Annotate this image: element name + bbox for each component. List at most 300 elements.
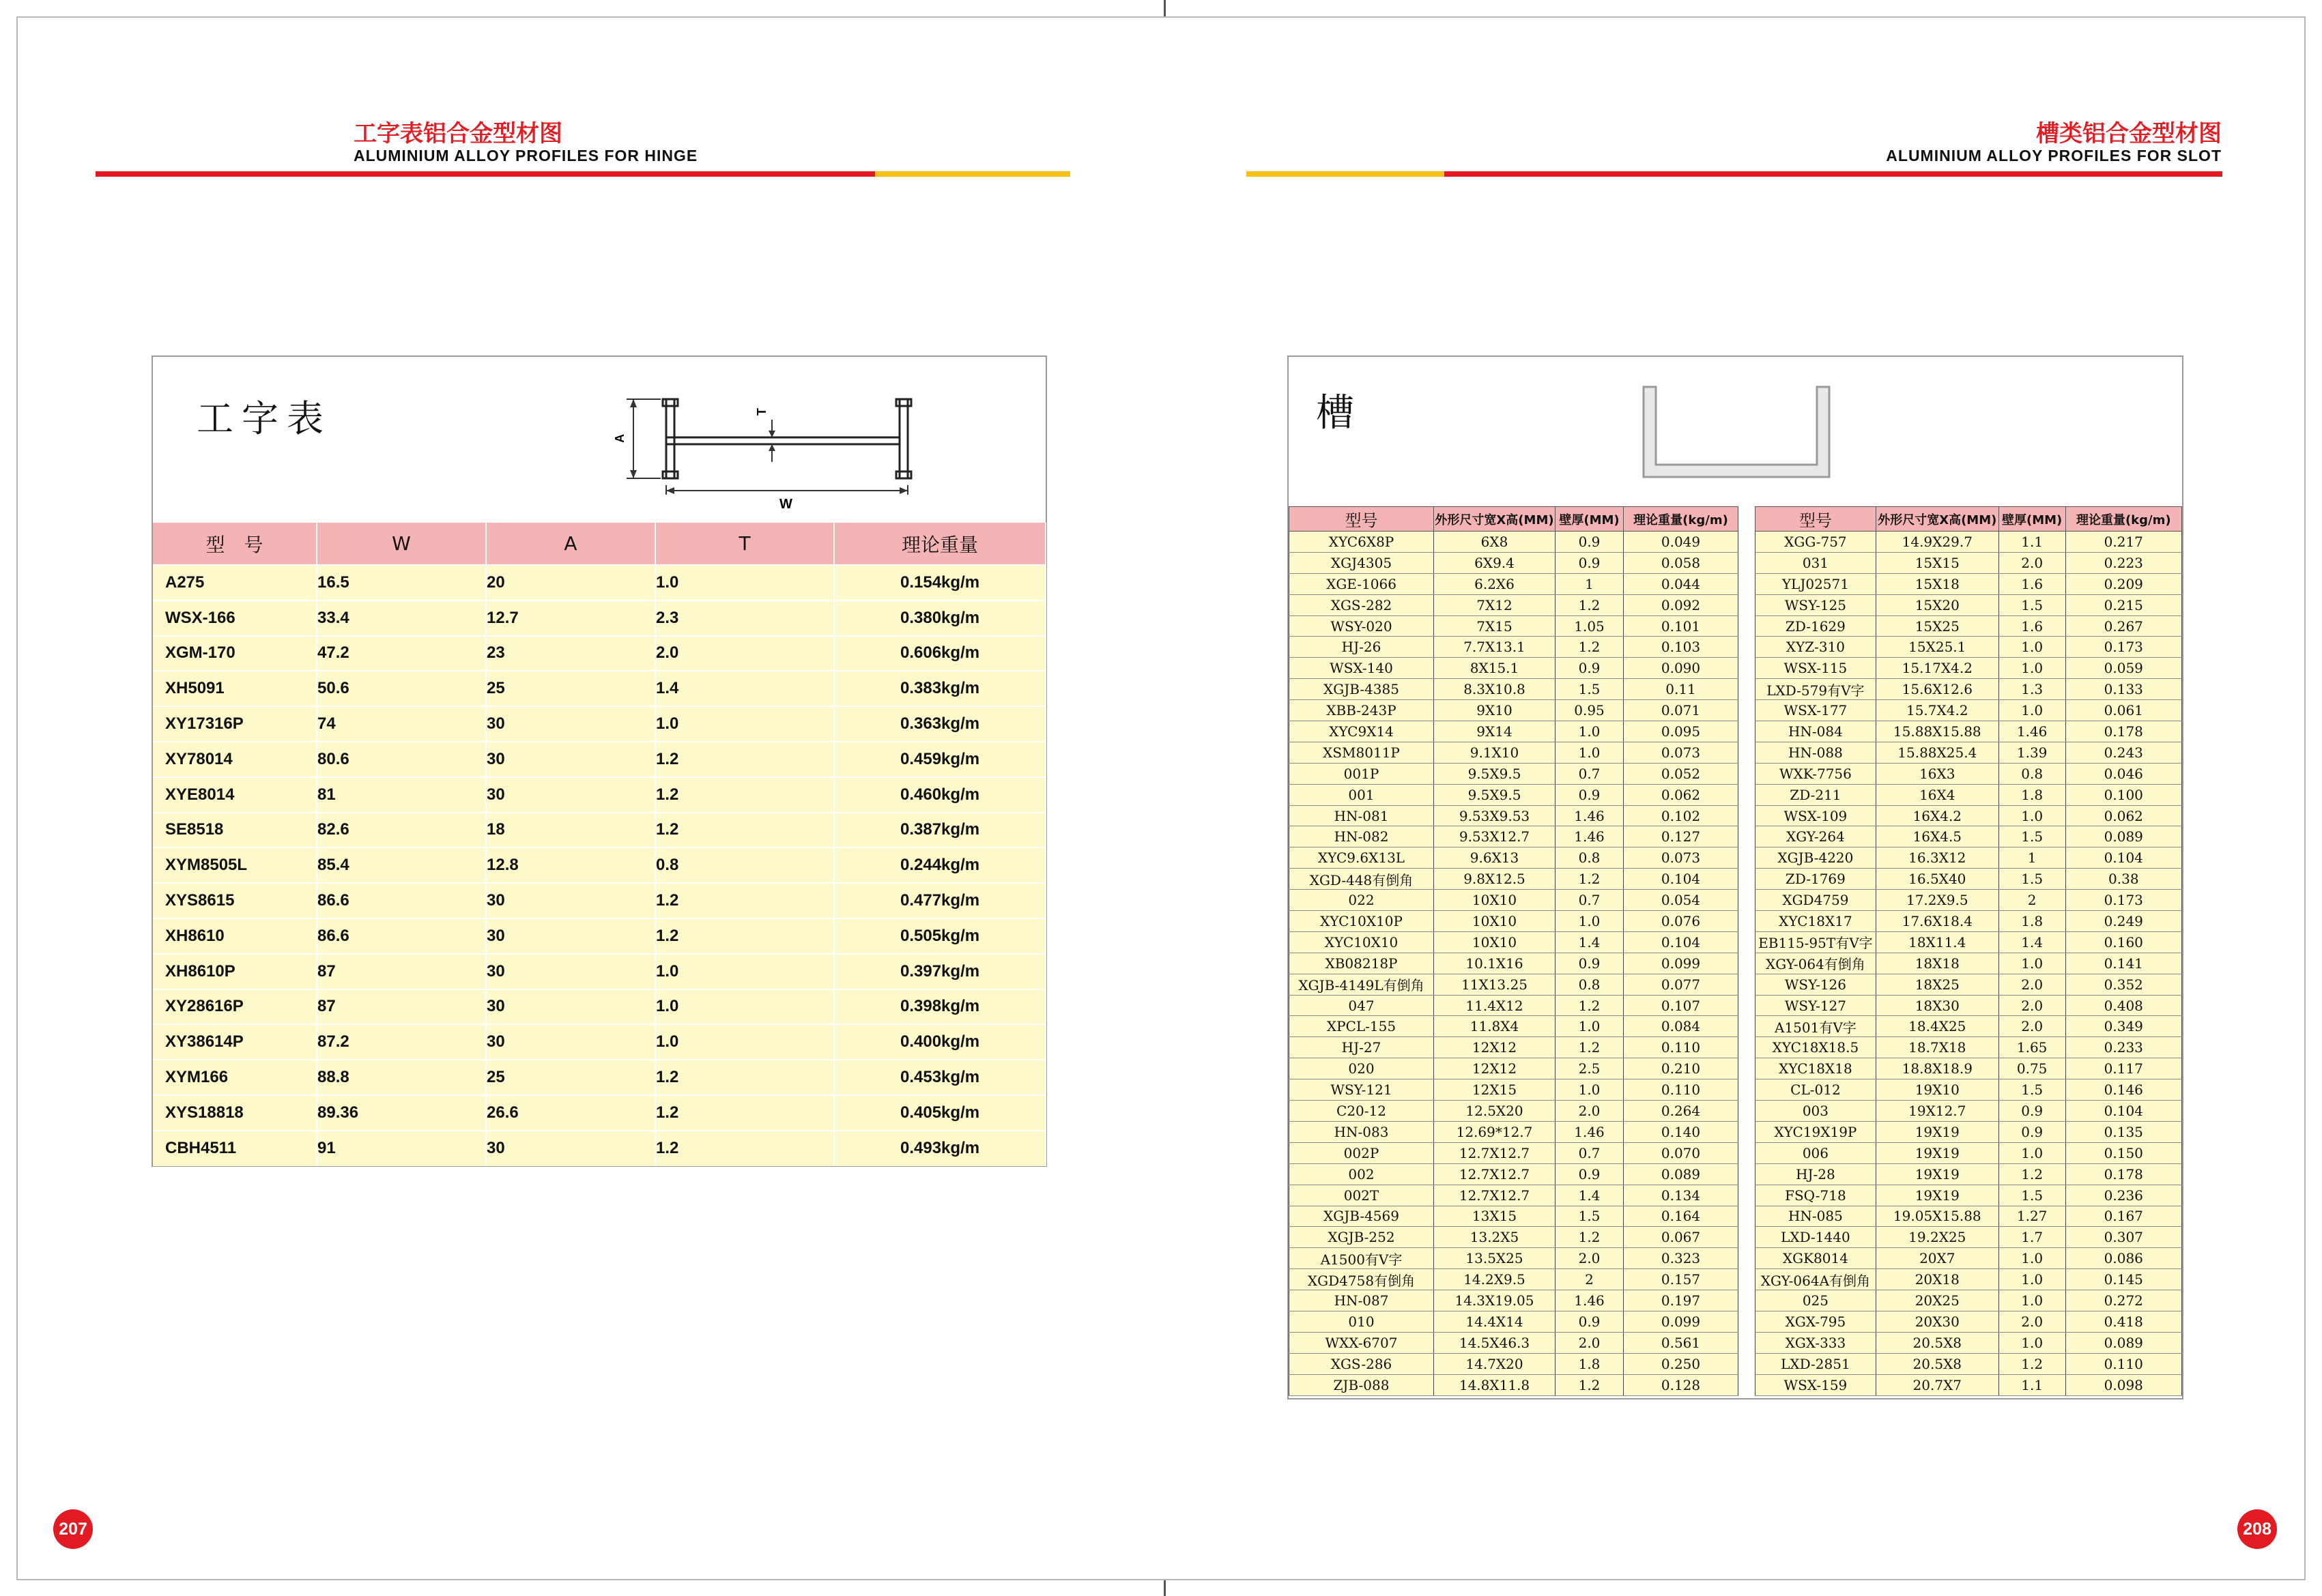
table-cell: 47.2 [317,636,486,671]
table-cell: ZD-1769 [1755,869,1876,890]
table-cell: CBH4511 [153,1131,317,1166]
col-header-model: 型 号 [153,523,317,565]
table-cell: 0.141 [2065,953,2181,974]
table-cell: 0.7 [1556,763,1624,784]
table-cell: XYM166 [153,1060,317,1095]
table-cell: 30 [486,777,655,813]
table-cell: 1.2 [655,742,834,777]
table-cell: 14.5X46.3 [1434,1332,1556,1353]
right-header-rule-yellow [1246,171,1444,177]
table-cell: 1.2 [1998,1163,2065,1185]
table-cell: 0.7 [1556,1142,1624,1163]
table-row [1755,594,2182,615]
table-cell: 0.307 [2065,1227,2181,1248]
table-row [1289,637,1738,658]
table-cell: 9.5X9.5 [1434,784,1556,805]
table-cell: 0.398kg/m [834,989,1046,1025]
table-cell: LXD-2851 [1755,1353,1876,1374]
table-cell: 0.7 [1556,890,1624,911]
table-cell: 1.2 [655,813,834,848]
table-cell: 002 [1289,1163,1434,1185]
table-row [1755,784,2182,805]
table-cell: 2 [1998,890,2065,911]
table-row [1289,1163,1738,1185]
table-row [1289,1269,1738,1290]
table-row [1755,1332,2182,1353]
table-cell: XGJB-4569 [1289,1206,1434,1227]
table-cell: 0.052 [1624,763,1738,784]
table-cell: 30 [486,1131,655,1166]
table-cell: 1.46 [1556,1290,1624,1311]
table-row [1289,1248,1738,1269]
table-row [1755,1121,2182,1142]
table-cell: 1.39 [1998,742,2065,763]
table-row [1289,1332,1738,1353]
table-cell: 86.6 [317,883,486,918]
table-cell: 0.233 [2065,1037,2181,1058]
table-row [153,989,1046,1025]
table-cell: 1.0 [1556,1079,1624,1101]
table-cell: 1.2 [1556,995,1624,1016]
table-cell: 17.2X9.5 [1876,890,1998,911]
table-cell: 1.8 [1998,784,2065,805]
table-cell: 30 [486,883,655,918]
table-cell: 0.272 [2065,1290,2181,1311]
table-cell: 0.049 [1624,532,1738,553]
table-cell: 0.9 [1556,552,1624,573]
table-cell: 1.0 [1556,742,1624,763]
table-cell: 14.7X20 [1434,1353,1556,1374]
table-cell: 17.6X18.4 [1876,911,1998,932]
table-cell: 0.349 [2065,1016,2181,1037]
table-cell: 1.46 [1556,826,1624,847]
table-cell: 0.453kg/m [834,1060,1046,1095]
table-cell: 010 [1289,1311,1434,1332]
table-cell: 80.6 [317,742,486,777]
table-cell: 6.2X6 [1434,573,1556,594]
table-cell: XGY-064有倒角 [1755,953,1876,974]
table-cell: 0.9 [1556,1311,1624,1332]
table-cell: 1.2 [655,1060,834,1095]
table-cell: 0.323 [1624,1248,1738,1269]
table-cell: 15.6X12.6 [1876,679,1998,700]
table-cell: 1.0 [1998,637,2065,658]
table-row [1289,552,1738,573]
table-cell: 19X19 [1876,1185,1998,1206]
table-cell: XGM-170 [153,636,317,671]
left-header-en: ALUMINIUM ALLOY PROFILES FOR HINGE [354,147,698,164]
table-cell: 0.102 [1624,805,1738,826]
table-cell: HJ-28 [1755,1163,1876,1185]
table-cell: XGJB-4385 [1289,679,1434,700]
table-cell: 0.062 [1624,784,1738,805]
table-cell: ZD-211 [1755,784,1876,805]
table-cell: 0.104 [1624,869,1738,890]
table-cell: 0.408 [2065,995,2181,1016]
table-cell: 26.6 [486,1095,655,1131]
table-cell: XYZ-310 [1755,637,1876,658]
table-cell: 18 [486,813,655,848]
table-cell: 0.092 [1624,594,1738,615]
table-cell: 19X19 [1876,1142,1998,1163]
table-cell: 19.2X25 [1876,1227,1998,1248]
table-cell: 022 [1289,890,1434,911]
table-cell: 20X25 [1876,1290,1998,1311]
table-row [1755,869,2182,890]
table-cell: XGY-064A有倒角 [1755,1269,1876,1290]
table-cell: 82.6 [317,813,486,848]
table-cell: 001P [1289,763,1434,784]
table-cell: XGD4758有倒角 [1289,1269,1434,1290]
table-cell: 2.0 [1556,1248,1624,1269]
table-row [1755,679,2182,700]
spine-mark-top [1164,0,1166,16]
table-cell: 19X19 [1876,1121,1998,1142]
table-cell: HN-084 [1755,721,1876,742]
table-cell: 0.243 [2065,742,2181,763]
table-cell: WSX-159 [1755,1374,1876,1395]
table-cell: 1.5 [1998,1079,2065,1101]
table-cell: 1.0 [1998,953,2065,974]
table-cell: 1.0 [1998,1290,2065,1311]
table-row [153,565,1046,600]
table-row [1289,1121,1738,1142]
table-cell: 1.2 [1556,1037,1624,1058]
table-cell: 0.062 [2065,805,2181,826]
table-cell: XYS18818 [153,1095,317,1131]
table-cell: 0.157 [1624,1269,1738,1290]
table-cell: 0.249 [2065,911,2181,932]
table-cell: LXD-1440 [1755,1227,1876,1248]
table-cell: XGS-286 [1289,1353,1434,1374]
table-cell: 0.100 [2065,784,2181,805]
table-cell: XSM8011P [1289,742,1434,763]
table-cell: 0.75 [1998,1058,2065,1079]
table-cell: 8X15.1 [1434,658,1556,679]
table-row [153,1095,1046,1131]
table-cell: 0.090 [1624,658,1738,679]
table-cell: 0.9 [1998,1101,2065,1122]
table-cell: 20.7X7 [1876,1374,1998,1395]
table-cell: XYS8615 [153,883,317,918]
table-cell: XH5091 [153,671,317,706]
table-cell: 0.134 [1624,1185,1738,1206]
table-cell: 1.0 [1998,1248,2065,1269]
table-row [1289,1374,1738,1395]
table-row [1289,700,1738,721]
table-cell: 1.2 [1556,869,1624,890]
table-row [1289,1079,1738,1101]
table-row [1755,911,2182,932]
table-cell: 0.210 [1624,1058,1738,1079]
table-cell: 9.1X10 [1434,742,1556,763]
table-cell: 18X18 [1876,953,1998,974]
table-cell: 0.099 [1624,953,1738,974]
table-cell: 0.089 [2065,826,2181,847]
table-cell: 0.477kg/m [834,883,1046,918]
table-row [153,883,1046,918]
table-cell: 0.089 [2065,1332,2181,1353]
table-row [1289,805,1738,826]
slot-profile-panel [1287,356,2183,1399]
table-row [153,1024,1046,1060]
table-cell: 12.69*12.7 [1434,1121,1556,1142]
col-header-weight: 理论重量(kg/m) [2065,507,2181,532]
table-row [1755,721,2182,742]
col-header-a: A [486,523,655,565]
table-cell: 18X30 [1876,995,1998,1016]
table-cell: 12.5X20 [1434,1101,1556,1122]
table-cell: 6X8 [1434,532,1556,553]
table-cell: 0.8 [1556,847,1624,869]
table-row [1755,995,2182,1016]
table-cell: 9X10 [1434,700,1556,721]
table-cell: 7.7X13.1 [1434,637,1556,658]
table-cell: 20X7 [1876,1248,1998,1269]
table-cell: 0.061 [2065,700,2181,721]
table-cell: 006 [1755,1142,1876,1163]
table-row [153,847,1046,883]
table-cell: 16X4 [1876,784,1998,805]
table-cell: 88.8 [317,1060,486,1095]
table-cell: SE8518 [153,813,317,848]
table-cell: 1.46 [1556,1121,1624,1142]
table-cell: 2.0 [1998,1016,2065,1037]
table-cell: 1.0 [1998,1332,2065,1353]
table-cell: 2.0 [1998,974,2065,995]
table-cell: 14.2X9.5 [1434,1269,1556,1290]
table-cell: XYC18X17 [1755,911,1876,932]
table-cell: 15X25 [1876,615,1998,637]
col-header-model: 型号 [1289,507,1434,532]
table-cell: 14.8X11.8 [1434,1374,1556,1395]
table-cell: 7X15 [1434,615,1556,637]
table-cell: 15X15 [1876,552,1998,573]
table-cell: 0.606kg/m [834,636,1046,671]
table-row [153,671,1046,706]
table-cell: 1.0 [1998,1142,2065,1163]
table-cell: 25 [486,1060,655,1095]
table-cell: A1501有V字 [1755,1016,1876,1037]
table-cell: 0.086 [2065,1248,2181,1269]
table-cell: 16X4.5 [1876,826,1998,847]
table-cell: WSY-127 [1755,995,1876,1016]
table-cell: 87.2 [317,1024,486,1060]
table-cell: 1.2 [1998,1353,2065,1374]
table-cell: HN-085 [1755,1206,1876,1227]
table-cell: 0.9 [1556,532,1624,553]
trim-line-top [16,16,2306,18]
table-cell: 91 [317,1131,486,1166]
table-cell: 0.067 [1624,1227,1738,1248]
table-row [1755,805,2182,826]
table-cell: 1 [1998,847,2065,869]
table-cell: 0.073 [1624,847,1738,869]
table-cell: 1.27 [1998,1206,2065,1227]
table-cell: 10.1X16 [1434,953,1556,974]
table-cell: 16X3 [1876,763,1998,784]
table-cell: 0.104 [2065,847,2181,869]
table-cell: 0.110 [1624,1079,1738,1101]
right-header-rule-red [1444,171,2222,177]
table-cell: 0.493kg/m [834,1131,1046,1166]
table-row [153,742,1046,777]
table-cell: XGG-757 [1755,532,1876,553]
table-cell: 1.0 [1998,1269,2065,1290]
table-cell: 16X4.2 [1876,805,1998,826]
table-cell: XY17316P [153,706,317,742]
table-row [1289,573,1738,594]
table-cell: 1.0 [655,989,834,1025]
table-cell: 1.5 [1998,1185,2065,1206]
table-row [1755,1311,2182,1332]
table-cell: 0.209 [2065,573,2181,594]
table-cell: XGJB-4220 [1755,847,1876,869]
table-row [1289,679,1738,700]
table-cell: 30 [486,918,655,954]
table-cell: 2 [1556,1269,1624,1290]
slot-table-left [1289,506,1738,1396]
table-cell: XYC6X8P [1289,532,1434,553]
table-cell: 0.104 [1624,931,1738,953]
table-cell: WSX-177 [1755,700,1876,721]
table-cell: XY78014 [153,742,317,777]
table-row [1755,700,2182,721]
table-cell: XGS-282 [1289,594,1434,615]
table-cell: 0.400kg/m [834,1024,1046,1060]
table-cell: 020 [1289,1058,1434,1079]
table-cell: 30 [486,954,655,989]
table-cell: 2.0 [655,636,834,671]
table-cell: 8.3X10.8 [1434,679,1556,700]
table-cell: 0.054 [1624,890,1738,911]
table-cell: 0.418 [2065,1311,2181,1332]
table-cell: 1.0 [655,1024,834,1060]
table-row [1289,911,1738,932]
table-cell: 1.0 [1556,911,1624,932]
table-cell: 0.173 [2065,637,2181,658]
table-cell: XYC10X10P [1289,911,1434,932]
table-cell: 85.4 [317,847,486,883]
table-row [1755,552,2182,573]
table-cell: 0.070 [1624,1142,1738,1163]
table-cell: 14.3X19.05 [1434,1290,1556,1311]
table-cell: 15.88X25.4 [1876,742,1998,763]
table-row [1755,953,2182,974]
left-header-rule-red [96,171,875,177]
table-row [1289,1227,1738,1248]
table-cell: FSQ-718 [1755,1185,1876,1206]
table-cell: 12.8 [486,847,655,883]
table-cell: 1.2 [655,1131,834,1166]
table-cell: 1 [1556,573,1624,594]
table-row [1755,1269,2182,1290]
table-row [1289,826,1738,847]
table-cell: 1.46 [1556,805,1624,826]
table-row [1755,1227,2182,1248]
table-row [153,954,1046,989]
table-cell: XYC10X10 [1289,931,1434,953]
table-cell: 1.6 [1998,573,2065,594]
table-row [153,1060,1046,1095]
table-cell: YLJ02571 [1755,573,1876,594]
col-header-model: 型号 [1755,507,1876,532]
table-row [153,1131,1046,1166]
table-cell: XYC18X18.5 [1755,1037,1876,1058]
table-row [153,918,1046,954]
table-cell: 1.6 [1998,615,2065,637]
table-cell: 16.5X40 [1876,869,1998,890]
table-cell: 10X10 [1434,890,1556,911]
table-cell: WSY-126 [1755,974,1876,995]
table-cell: 0.215 [2065,594,2181,615]
table-cell: XGJ4305 [1289,552,1434,573]
table-cell: 12.7 [486,600,655,636]
table-cell: 81 [317,777,486,813]
table-cell: 9.5X9.5 [1434,763,1556,784]
table-cell: 12.7X12.7 [1434,1163,1556,1185]
table-row [1755,1101,2182,1122]
table-cell: 20 [486,565,655,600]
table-cell: 20.5X8 [1876,1332,1998,1353]
table-cell: 1.2 [655,883,834,918]
table-cell: 19.05X15.88 [1876,1206,1998,1227]
col-header-w: W [317,523,486,565]
table-cell: 0.223 [2065,552,2181,573]
table-cell: 7X12 [1434,594,1556,615]
table-cell: 1.0 [655,565,834,600]
table-cell: XGJB-252 [1289,1227,1434,1248]
col-header-thickness: 壁厚(MM) [1556,507,1624,532]
table-row [1755,1185,2182,1206]
table-row [1289,1037,1738,1058]
table-cell: XGD-448有倒角 [1289,869,1434,890]
table-cell: 0.236 [2065,1185,2181,1206]
table-row [1289,1058,1738,1079]
table-cell: 0.561 [1624,1332,1738,1353]
table-cell: 12.7X12.7 [1434,1185,1556,1206]
table-cell: XYE8014 [153,777,317,813]
table-row [1755,974,2182,995]
table-row [1755,1163,2182,1185]
table-cell: WXK-7756 [1755,763,1876,784]
table-cell: 11X13.25 [1434,974,1556,995]
table-cell: 0.073 [1624,742,1738,763]
table-row [1755,1374,2182,1395]
table-cell: 12X12 [1434,1058,1556,1079]
table-cell: 1.7 [1998,1227,2065,1248]
diagram-label-w: W [779,497,792,508]
table-cell: 0.9 [1556,1163,1624,1185]
table-cell: 1.2 [1556,1374,1624,1395]
table-cell: WXX-6707 [1289,1332,1434,1353]
table-cell: 16.3X12 [1876,847,1998,869]
table-cell: 0.089 [1624,1163,1738,1185]
table-row [1289,763,1738,784]
table-cell: 15.88X15.88 [1876,721,1998,742]
table-cell: XBB-243P [1289,700,1434,721]
col-header-size: 外形尺寸宽X高(MM) [1434,507,1556,532]
table-cell: 0.217 [2065,532,2181,553]
table-cell: 9.6X13 [1434,847,1556,869]
table-row [1755,1058,2182,1079]
table-cell: 0.046 [2065,763,2181,784]
table-cell: 87 [317,989,486,1025]
table-cell: 18.7X18 [1876,1037,1998,1058]
table-cell: 0.076 [1624,911,1738,932]
table-cell: 12X15 [1434,1079,1556,1101]
table-cell: 1.3 [1998,679,2065,700]
